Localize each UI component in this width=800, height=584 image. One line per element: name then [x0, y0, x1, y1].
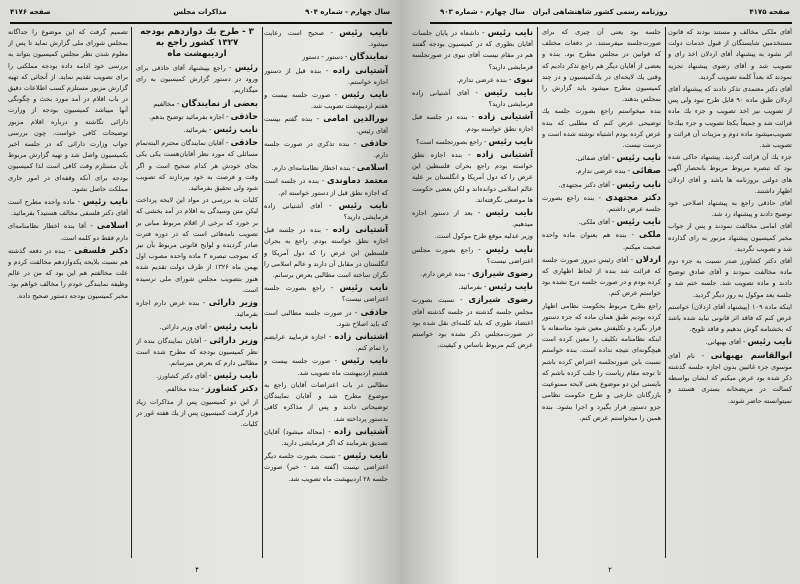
speaker-name: دکتر مجتهدی	[605, 191, 661, 202]
speaker-name: اسلامی	[356, 162, 388, 173]
speech-text: - نسبت بصورت مجلس جلسه گذشته در جلسه گذشته آقای اعتضاد طوری که باید کلمه‌ای نقل شده بود در صورت‌مجلس ذکر نشده بود خواستم عرض کنم مربوط باساس و کیفیت.	[412, 296, 533, 350]
speech-text: - بنده در جلسه قبل اجازه نطق خواسته بودم.	[412, 113, 533, 133]
speaker-name: نورالدین امامی	[323, 113, 388, 124]
speech-text: - داشعاه در پایان جلسات آقایان بطوری‌ که در کمیسیون بودجه گفتند هم در مقام نیست آقای نبوی در صورتجلسه فرمایشی دارید؟	[412, 29, 533, 71]
speaker-name: حاذقی	[360, 137, 388, 148]
transcript-paragraph	[412, 244, 533, 267]
speaker-name: نمایندگان	[349, 51, 388, 62]
transcript-paragraph	[264, 426, 388, 449]
transcript-paragraph	[542, 179, 661, 191]
speaker-name: آشتیانی زاده	[332, 64, 388, 75]
speaker-name: آشتیانی زاده	[334, 425, 388, 436]
transcript-paragraph	[264, 27, 388, 50]
speaker-name: رئیس	[234, 62, 258, 72]
speech-text: - آقا بنده اخطار نظامنامه‌ای دارم فقط دو کلمه است.	[8, 222, 128, 242]
volume-issue: سال چهارم - شماره ۹۰۳	[440, 8, 525, 16]
transcript-paragraph	[542, 301, 661, 424]
column-divider	[665, 27, 666, 558]
column	[264, 27, 388, 558]
speech-text: - بنده قبل از دستور اجازه خواستم.	[264, 66, 388, 86]
transcript-paragraph	[264, 113, 388, 136]
transcript-paragraph	[412, 27, 533, 73]
speaker-name: نایب رئیس	[616, 152, 661, 163]
transcript-paragraph	[412, 268, 533, 280]
transcript-paragraph	[412, 87, 533, 110]
speech-text: - صورت جلسه بیست و هفتم اردیبهشت تصویب شد.	[264, 91, 388, 111]
speaker-name: نایب رئیس	[338, 199, 388, 210]
transcript-paragraph	[668, 256, 792, 301]
speech-text: وزیر عدلیه موقع طرح موکول است.	[434, 232, 533, 241]
speaker-name: نایب رئیس	[487, 27, 533, 37]
speaker-name: نایب رئیس	[488, 135, 533, 146]
speaker-name: نایب رئیس	[339, 27, 388, 37]
speech-text: از این دو کمیسیون پس از مذاکرات زیاد قرار گرفت کمیسیون پس از یك هفته غور در کلیات.	[136, 397, 258, 429]
transcript-paragraph	[412, 149, 533, 206]
transcript-paragraph	[542, 27, 661, 105]
transcript-paragraph	[136, 335, 258, 370]
transcript-paragraph	[264, 65, 388, 88]
volume-issue: سال چهارم - شماره ۹۰۴	[305, 8, 390, 16]
speaker-name: اردلان	[635, 253, 661, 264]
speech-text: - بنده تذکری در صورت جلسه دارم.	[264, 139, 388, 160]
transcript-paragraph	[264, 355, 388, 378]
header-rule	[430, 22, 792, 24]
speech-text: - آقای رئیس دیروز صورت جلسه که قرائت شد بنده از لحاظ اظهاری که کرده بودم و در صورت جلسه درج نشده بود خواستم عرض کنم.	[542, 255, 661, 298]
speech-text: - مخالفیم	[153, 99, 182, 108]
speaker-name: نایب رئیس	[488, 281, 533, 292]
speaker-name: وزیر دارائی	[208, 297, 258, 308]
speech-text: آقای حاذقی راجع به پیشنهاد اصلاحی خود توضیح دادند و پیشنهاد رد شد.	[668, 199, 792, 219]
speaker-name: نایب رئیس	[485, 207, 533, 218]
speech-text: - دستور - دستور	[302, 53, 350, 62]
transcript-paragraph	[136, 62, 258, 97]
speaker-name: نایب رئیس	[339, 282, 388, 293]
transcript-paragraph	[136, 195, 258, 296]
speaker-name: آشتیانی زاده	[476, 149, 533, 160]
speaker-name: نایب رئیس	[616, 178, 661, 189]
section-title: مذاکرات مجلس	[173, 8, 227, 16]
transcript-paragraph	[668, 27, 792, 83]
transcript-paragraph	[542, 152, 661, 164]
speaker-name: رضوی شیرازی	[472, 268, 533, 279]
speech-text: - بنده در جلسه قبل اجازه نطق خواسته بودم. راجع به بحران فلسطین این عرض را که دول آمریکا و انگلستان در مقابل آن دارند و عالم اسلامی را نگران ساخته است مطالبی بعرض برسانم.	[264, 226, 388, 280]
speech-text: - (محاله میشود) آقایان تصدیق بفرمایند که اگر فرمایشی دارید.	[264, 427, 388, 447]
speech-text: - آقای آشتیانی زاده فرمایشی دارید؟	[264, 201, 388, 222]
speech-text: راجع بطرح مربوط بحکومت نظامی اظهار کرده بودیم طبق همان ماده که جزء دستور قرار بگیرد و تکلیفش معین شود متاسفانه با اینکه نظامنامه تکلیف را معین کرده است هیچگونه‌ای نتیجه نداده است. بنده خواستم نسبت باین صورتجلسه اعتراض کرده باشم تا توجه مقام ریاست را جلب کرده باشم که بایستی این دو موضوع یعنی لایحه ممنوعیت بازرگانان خارجی و طرح حکومت نظامی جزو دستور قرار بگیرد و اجرا بشود. بنده همین را میخواستم عرض کنم.	[542, 301, 661, 422]
speech-text: - راجع بصورت مجلس اعتراضی نیست؟	[412, 245, 533, 265]
transcript-paragraph	[668, 152, 792, 197]
transcript-paragraph	[264, 200, 388, 223]
speech-text: تصمیم گرفت که این موضوع را جداگانه بمجلس شورای ملی گزارش نماید تا پس از معلوم شدن نظر مجلس کمیسیون بتواند به بررسی خود ادامه داده بودجه مملکتی را برای تصویب تقدیم نماید. از آنجائی که تهیه گزارش مزبور مستلزم کسب اطلاعات دقیق در باب اقلام در آمد مورد بحث و چگونگی آنها میباشد کمیسیون بودجه از وزارت دارائی نگاشته و درباره اقلام مزبور توضیحات کافی خواست. چون بررسی جواب وزارت دارائی که در جلسه اخیر بکمیسیون واصل شد و تهیه گزارش مربوط بآن مستلزم وقت کافی است لذا کمیسیون بودجه برای آنکه وقفه‌ای در امور جاری مملکت حاصل نشود.	[8, 28, 128, 193]
speaker-name: دکتر فلسفی	[74, 244, 128, 255]
transcript-paragraph	[264, 307, 388, 330]
transcript-paragraph	[412, 136, 533, 148]
speech-text: بنده میخواستم راجع بصورت جلسه یك توضیحی عرض کنم که مطلبی که بنده عرض کرده بودم اشتباه نوشته شده است و درست نیست.	[542, 107, 661, 150]
speech-text: - نام آقای موسوی جزء غائبین بدون اجازه جلسه گذشته ذکر شده بود عرض میکنم که ایشان بواسطه کسالت در مریضخانه بستری هستند و نمیتوانسته حاضر شوند.	[668, 351, 792, 405]
speech-text: - بنده گفتم بیست آقای رئیس.	[264, 115, 388, 135]
transcript-paragraph	[136, 297, 258, 320]
speech-text: مطالبی در باب اعتراضات آقایان راجع به موضوع مطرح شد و آقایان نمایندگان توضیحاتی دادند و پس از مذاکره کافی بدستور پرداخته شد.	[264, 380, 388, 423]
speech-text: آقای امامی مخالفت نمودند و پس از جواب مخبر کمیسیون پیشنهاد مزبور به رای گذارده شد و تصویب نگردید.	[668, 222, 792, 253]
column-divider	[262, 27, 263, 558]
transcript-paragraph	[136, 370, 258, 382]
transcript-paragraph	[412, 231, 533, 242]
speech-text: - اجازه فرمایید عرایضم را تمام کنم.	[264, 333, 388, 353]
speaker-name: صفائی	[632, 165, 661, 176]
transcript-paragraph	[412, 294, 533, 351]
page-number: ۲	[608, 566, 612, 574]
speaker-name: حاذقی	[360, 306, 388, 317]
speech-text: - بنده اخطار نظامنامه‌ای دارم.	[271, 164, 357, 173]
speech-text: - بنده هم بعنوان ماده واحده صحبت میکنم.	[542, 231, 661, 251]
speaker-name: اشتیانی زاده	[334, 331, 388, 342]
speech-text: - بنده اجازه نطق خواسته بودم راجع بحران فلسطین این عرض را که دول آمریکا و انگلستان بر علیه عالم اسلامی دوانده‌اند و لکن بعضی حکومت ها موضعی نگرفته‌اند.	[412, 151, 533, 204]
speech-text: - آقای وزیر دارائی.	[159, 323, 214, 332]
speech-text: - آقای بهبهانی.	[705, 338, 748, 347]
speech-text: - بنده در جلسه است که اجازه نطق قبل از دستور خواسته ام.	[264, 177, 388, 197]
transcript-paragraph	[412, 207, 533, 230]
speech-text: - صورت جلسه بیست و هشتم اردیبهشت ماه تصویب شد.	[264, 357, 388, 377]
page-number: ۴	[195, 566, 199, 574]
column-divider	[537, 27, 538, 558]
transcript-paragraph	[8, 220, 128, 243]
speech-text: - راجع بصورت جلسه اعتراضی نیست؟	[264, 284, 388, 304]
transcript-paragraph	[264, 175, 388, 198]
speaker-name: نایب رئیس	[616, 216, 661, 227]
column	[542, 27, 661, 558]
speech-text: - بنده عرضی ندارم.	[456, 75, 514, 84]
speaker-name: نایب رئیس	[341, 355, 388, 366]
page-header	[410, 8, 790, 20]
transcript-paragraph	[412, 111, 533, 134]
transcript-paragraph	[8, 245, 128, 302]
speaker-name: ملکی	[639, 229, 661, 240]
speaker-name: اسلامی	[96, 220, 128, 231]
page-header	[10, 8, 390, 20]
speech-text: - بنده راجع بصورت جلسه عرض داشتم.	[542, 193, 661, 214]
speech-text: - بنده عرضی ندارم.	[575, 167, 633, 176]
speaker-name: نایب رئیس	[747, 336, 792, 347]
speech-text: - ماده واحده مطرح است آقای دکتر فلسفی مخالف هستید؟ بفرمائید.	[8, 198, 128, 218]
speech-text: - آقای صفائی.	[575, 154, 617, 163]
transcript-paragraph	[8, 27, 128, 195]
speech-text: آقای دکتر معتمدی تذکر دادند که پیشنهاد آقای اردلان طبق ماده ۹۰ قابل طرح نبود ولی پس از تصویب نیز اخذ تصویب و جزء یك ماده قرائت شد و جمیعاً یکجا تصویب و جزء بیك‌جا تصویب‌میشود ماده دوم و مزینات آن قرائت و تصویب شد.	[668, 85, 792, 150]
page-label: صفحه ۴۱۷۶	[10, 8, 51, 16]
speaker-name: آشتیانی زاده	[332, 224, 388, 235]
speaker-name: بعضی از نمایندگان	[181, 97, 258, 108]
speech-text: - بنده در دفعه گذشته هم نسبت بلایحه یکدوازدهم مخالفت کردم و علت مخالفتم هم این بود که من در عالم وظیفه نمایندگی خودم را مخالف خواهم بود. مخبر کمیسیون بودجه دستور صحیح داده.	[8, 246, 128, 300]
speaker-name: حاذقی	[230, 110, 258, 121]
speech-text: - بفرمائید.	[183, 126, 214, 135]
speech-text: - راجع بپیشنهاد آقای حاذقی برای ورود در دستور گزارش کمیسیون به رای میگذاریم.	[136, 64, 258, 95]
speech-text: - بنده عرض دارم اجازه بفرمائید.	[136, 299, 258, 319]
speech-text: اینکه ماده ۱۰۹ (پیشنهاد آقای اردلان) خواستم عرض کنم که فاقد اثر قانونی نباید شده باشد که بخشنامه گوش بدهیم و فاقد تلویح.	[668, 302, 792, 334]
speaker-name: ابوالقاسم بهبهانی	[710, 349, 792, 360]
transcript-paragraph	[264, 51, 388, 63]
column	[412, 27, 533, 558]
speech-text: - آقای ملکی.	[578, 218, 617, 227]
article-heading: ۳ - طرح یك دوازدهم بودجه ۱۳۲۷ کشور راجع به اردیبهشت ماه	[140, 27, 254, 59]
transcript-paragraph	[412, 281, 533, 293]
transcript-paragraph	[136, 124, 258, 136]
newspaper-title: روزنامه رسمی کشور شاهنشاهی ایران	[532, 8, 668, 16]
transcript-paragraph	[136, 321, 258, 333]
transcript-paragraph	[542, 192, 661, 215]
speaker-name: حاذقی	[230, 137, 258, 148]
transcript-paragraph	[264, 89, 388, 112]
column	[668, 27, 792, 558]
speaker-name: رضوی شیرازی	[468, 294, 533, 305]
transcript-paragraph	[136, 111, 258, 123]
speech-text: - نسبت بصورت جلسه دیگر اعتراضی نیست (گفته شد - خیر) صورت جلسه ۲۸ اردیبهشت ماه تصویب شد.	[264, 452, 388, 483]
speech-text: - آقایان نمایندگان محترم البته‌تمام مسائلی که مورد نظر آقایان‌هست یکی یکی بجای خودش هر کدام صحیح است و اگر وقت و فرصت به خود بپردازند که تصویب شود ولی تحقیق بفرمائید.	[136, 139, 258, 193]
transcript-paragraph	[8, 196, 128, 219]
transcript-paragraph	[668, 84, 792, 151]
newspaper-page-right	[400, 0, 800, 584]
speech-text: جزء یك آن قرائت گردید. پیشنهاد حاکی شده بود که تبصره مربوط مربوط بانحصار آگهی های دولتی بروزنامه ها باشد و آقای اردلان اظهار داشتند.	[668, 153, 792, 195]
transcript-paragraph	[264, 331, 388, 354]
speech-text: - صحیح است رعایت میشود.	[264, 29, 388, 49]
speaker-name: نایب رئیس	[485, 243, 533, 254]
speaker-name: نایب رئیس	[213, 370, 258, 381]
speaker-name: معتمد دماوندی	[327, 175, 388, 186]
speech-text: - آقای دکتر مجتهدی.	[558, 180, 617, 189]
speech-text: - آقای آشتیانی زاده فرمایشی دارید؟	[412, 89, 533, 109]
transcript-paragraph	[542, 254, 661, 300]
transcript-paragraph	[264, 282, 388, 305]
transcript-paragraph	[264, 138, 388, 161]
transcript-paragraph	[668, 350, 792, 407]
transcript-paragraph	[542, 216, 661, 228]
header-rule	[10, 22, 392, 24]
speaker-name: وزیر دارائی	[209, 334, 258, 345]
speaker-name: نایب رئیس	[213, 124, 258, 135]
speaker-name: نایب رئیس	[343, 450, 388, 461]
transcript-paragraph	[542, 106, 661, 151]
transcript-paragraph	[668, 302, 792, 336]
speech-text: - آقایان نمایندگان بنده از نظر کمیسیون بودجه که مطرح شده است مطالبی دارم که بعرض میرسانم.	[136, 336, 258, 368]
transcript-paragraph	[136, 383, 258, 395]
transcript-paragraph	[136, 397, 258, 431]
speech-text: جلسه بود یعنی آن چیزی که برای صورت‌جلسه میفرستند. در دفعات مختلف که قوانین در مجلس مطرح بود. بنده و بعضی از آقایان دیگر هم راجع تذکر دادیم که وقتی یك لایحه‌ای در یك‌کمیسیون و در چند کمیسیون مطرح میشود باید گزارش را بمجلس بدهند.	[542, 28, 661, 104]
speech-text: کلیات به بررسی در مواد این لایحه پرداخت لیکن متن وسیدگی به اقلام در آمد بخشی که بر خورد که برخی از اقلام مربوط مبانی بر تصویب نامه‌هائی است که در دوره فترت صادر گردیده و لوایح قانونی مربوط بآن نیز که بموجب تبصره ۳ ماده واحده مصوب اول بهمن ماه ۱۳۲۶ از طرف دولت تقدیم شده هنوز بتصویب مجلس شورای ملی نرسیده است.	[136, 196, 258, 294]
speaker-name: نایب رئیس	[213, 321, 258, 332]
speech-text: - بنده مخالفم.	[164, 385, 206, 394]
column	[136, 27, 258, 558]
speech-text: - راجع بصورتجلسه است؟	[416, 137, 489, 146]
transcript-paragraph	[264, 162, 388, 174]
speech-text: - بفرمائید.	[458, 283, 489, 292]
transcript-paragraph	[542, 229, 661, 252]
transcript-paragraph	[264, 224, 388, 281]
transcript-paragraph	[412, 74, 533, 86]
transcript-paragraph	[668, 198, 792, 220]
transcript-paragraph	[136, 98, 258, 110]
transcript-paragraph	[668, 336, 792, 348]
page-label: صفحه ۴۱۷۵	[749, 8, 790, 16]
speaker-name: نبوی	[513, 73, 533, 84]
speaker-name: دکتر کشاورز	[205, 383, 258, 394]
column-divider	[131, 27, 132, 558]
speech-text: - اجازه بفرمائید توضیح بدهم.	[149, 112, 231, 121]
speech-text: - در صورت جلسه مطالبی است که باید اصلاح شود.	[264, 308, 388, 328]
speech-text: - آقای دکتر کشاورز.	[156, 372, 214, 381]
transcript-paragraph	[136, 137, 258, 194]
column	[8, 27, 128, 558]
speech-text: آقای دکتر کشاورز صدر نسبت به جزء دوم ماده مخالفت نمودند و آقای صادق توضیح دادند و ماده تصویب شد. جلسه ختم شد و جلسه بعد موکول به روز دیگر گردید.	[668, 257, 792, 299]
speech-text: - بعد از دستور اجازه میدهیم.	[412, 209, 533, 229]
speech-text: آقای ملکی مخالف و مستند بودند که قانون مستخدمین شایستگان از قبول خدمات دولت اثر نشود به پیشنهاد آقای اردلان اخذ رای و تصویب شد و آقای رضوی پیشنهاد تجزیه نمودند که بعداً کلمه تصویب گردید.	[668, 28, 792, 81]
speaker-name: نایب رئیس	[82, 196, 128, 207]
transcript-paragraph	[264, 380, 388, 425]
transcript-paragraph	[264, 450, 388, 485]
speaker-name: نایب رئیس	[484, 87, 533, 98]
speaker-name: نایب رئیس	[341, 89, 388, 100]
transcript-paragraph	[668, 221, 792, 255]
speech-text: - بنده عرض دارم.	[420, 270, 472, 279]
transcript-paragraph	[542, 165, 661, 177]
speaker-name: آشتیانی زاده	[478, 111, 533, 122]
